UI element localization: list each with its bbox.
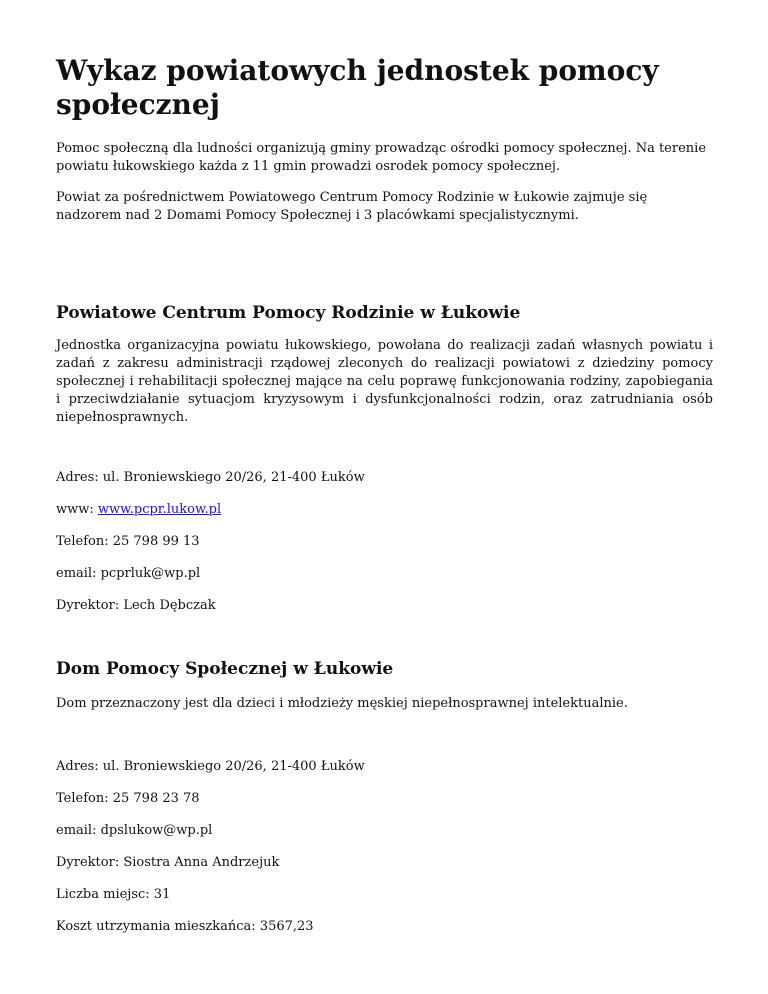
pcpr-phone: Telefon: 25 798 99 13: [56, 534, 200, 549]
intro-paragraph-1: Pomoc społeczną dla ludności organizują gminy prowadząc ośrodki pomocy społecznej. Na terenie powiatu łukowskiego każda z 11 gmin prowadzi osrodek pomocy społecznej.: [56, 141, 707, 174]
page-title: Wykaz powiatowych jednostek pomocy społecznej: [56, 54, 659, 121]
dps-description: Dom przeznaczony jest dla dzieci i młodzieży męskiej niepełnosprawnej intelektualnie.: [56, 696, 628, 711]
pcpr-website-link[interactable]: www.pcpr.lukow.pl: [97, 502, 222, 517]
dps-email: email: dpslukow@wp.pl: [56, 823, 213, 838]
dps-address: Adres: ul. Broniewskiego 20/26, 21-400 Łuków: [56, 759, 365, 774]
dps-phone: Telefon: 25 798 23 78: [56, 791, 200, 806]
pcpr-description: Jednostka organizacyjna powiatu łukowskiego, powołana do realizacji zadań własnych powiatu i zadań z zakresu administracji rządowej zleconych do realizacji powiatowi z dziedziny pomocy społecznej i rehabilitacji społecznej mające na celu poprawę funkcjonowania rodziny, zapobiegania i przeciwdziałanie sytuacjom kryzysowym i dysfunkcjonalności rodzin, oraz zatrudniania osób niepełnosprawnych.: [56, 338, 713, 425]
intro-paragraph-2: Powiat za pośrednictwem Powiatowego Centrum Pomocy Rodzinie w Łukowie zajmuje się nadzorem nad 2 Domami Pomocy Społecznej i 3 placówkami specjalistycznymi.: [56, 190, 648, 223]
section-heading-dps: Dom Pomocy Społecznej w Łukowie: [56, 659, 394, 679]
section-heading-pcpr: Powiatowe Centrum Pomocy Rodzinie w Łukowie: [56, 303, 521, 323]
pcpr-address: Adres: ul. Broniewskiego 20/26, 21-400 Łuków: [56, 470, 365, 485]
pcpr-director: Dyrektor: Lech Dębczak: [56, 598, 216, 613]
dps-places: Liczba miejsc: 31: [56, 887, 171, 902]
pcpr-email: email: pcprluk@wp.pl: [56, 566, 201, 581]
pcpr-www-label: www:: [56, 502, 98, 517]
dps-director: Dyrektor: Siostra Anna Andrzejuk: [56, 855, 280, 870]
dps-cost: Koszt utrzymania mieszkańca: 3567,23: [56, 919, 314, 934]
pcpr-www: [56, 501, 713, 519]
